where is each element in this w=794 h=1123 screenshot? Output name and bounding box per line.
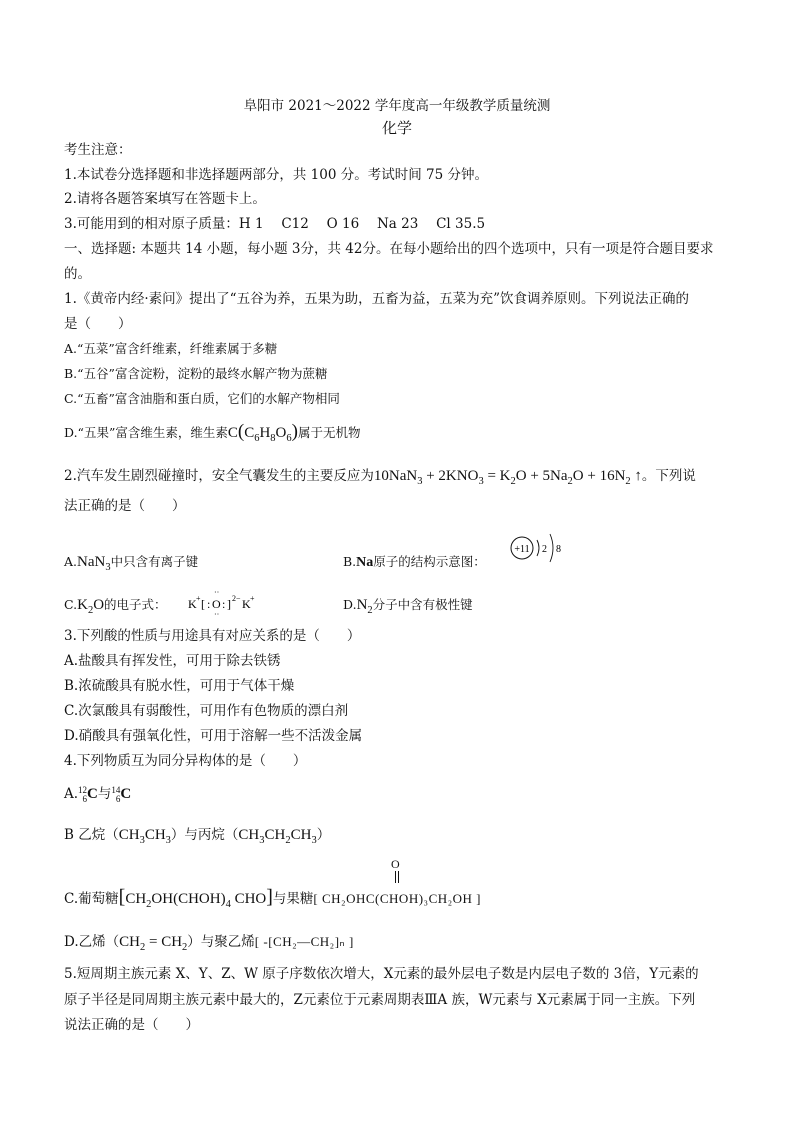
na-atom-structure-diagram (508, 530, 568, 566)
q3-option-d: D.硝酸具有强氧化性，可用于溶解一些不活泼金属 (64, 728, 363, 744)
q2-option-c-text: 的电子式： (104, 597, 167, 612)
notice-item-1: 1.本试卷分选择题和非选择题两部分，共 100 分。考试时间 75 分钟。 (64, 167, 488, 183)
q4-option-c-mid: 与果糖 (272, 891, 314, 907)
q1-option-b: B.“五谷”富含淀粉，淀粉的最终水解产物为蔗糖 (64, 366, 328, 381)
q2-stem-tail: 。下列说 (641, 468, 696, 484)
q1-option-c: C.“五畜”富含油脂和蛋白质，它们的水解产物相同 (64, 391, 340, 406)
q2-option-c-letter: C. (64, 597, 78, 612)
svg-text:8: 8 (556, 544, 561, 555)
q5-stem-line2: 原子半径是同周期主族元素中最大的，Z元素位于元素周期表ⅢA 族，W元素与 X元素属于同一主族。下列 (64, 992, 696, 1008)
q4-option-b (64, 826, 330, 850)
q2-stem-line1 (64, 467, 696, 491)
notice-heading: 考生注意： (64, 142, 132, 158)
svg-text:2−: 2− (232, 594, 241, 603)
svg-text:+11: +11 (514, 544, 530, 555)
svg-text:O: O (212, 597, 221, 611)
na-symbol: Na (356, 555, 374, 570)
q3-option-b: B.浓硫酸具有脱水性，可用于气体干燥 (64, 678, 295, 694)
q1-option-a: A.“五菜”富含纤维素，纤维素属于多糖 (64, 341, 278, 356)
q4-option-a-and: 与 (97, 786, 112, 802)
svg-text:+: + (250, 594, 255, 603)
q2-option-d (343, 596, 473, 620)
k2o-formula: $K_2O$ (77, 597, 105, 616)
q3-option-c: C.次氯酸具有弱酸性，可用作有色物质的漂白剂 (64, 703, 349, 719)
q2-option-d-letter: D. (343, 597, 357, 612)
q4-option-a-letter: A. (64, 786, 79, 802)
q2-option-a-letter: A. (64, 554, 78, 569)
notice-item-2: 2.请将各题答案填写在答题卡上。 (64, 191, 266, 207)
carbon-14-isotope: 14 6C (111, 784, 132, 804)
q4-option-a (64, 785, 131, 804)
q2-option-d-text: 分子中含有极性键 (372, 597, 473, 612)
section-heading-line2: 的。 (64, 266, 91, 282)
propane-formula: $CH_3CH_2CH_3$ (238, 827, 317, 846)
notice-item-3: 3.可能用到的相对原子质量：H 1 C12 O 16 Na 23 Cl 35.5 (64, 216, 486, 232)
q2-option-c (64, 596, 167, 620)
svg-text::: : (222, 597, 226, 611)
q4-option-b-text: B 乙烷（ (64, 827, 119, 843)
ethane-formula: $CH_3CH_3$ (118, 827, 171, 846)
svg-text:K: K (188, 597, 197, 611)
carbon-12-isotope: 12 6C (78, 784, 98, 804)
q4-option-b-tail: ） (316, 827, 331, 843)
q4-option-d-text: D.乙烯（ (64, 934, 120, 950)
q2-option-b-text: 原子的结构示意图： (373, 554, 486, 569)
svg-text:]: ] (227, 597, 231, 611)
subject-title: 化学 (381, 119, 412, 137)
svg-text:+: + (196, 594, 201, 603)
carbonyl-oxygen: O (391, 857, 400, 871)
q5-stem-line3: 说法正确的是（ ） (64, 1017, 199, 1033)
q2-stem-text: 2.汽车发生剧烈碰撞时，安全气囊发生的主要反应为 (64, 468, 374, 484)
svg-text:··: ·· (214, 610, 220, 619)
q2-stem-line2: 法正确的是（ ） (64, 498, 186, 514)
airbag-reaction-equation: $10NaN_3 + 2KNO_3 = K_2O + 5Na_2O + 16N_2$ ↑ (373, 468, 642, 487)
svg-text:K: K (242, 597, 251, 611)
q3-option-a: A.盐酸具有挥发性，可用于除去铁锈 (64, 653, 281, 669)
glucose-formula: [$CH_2OH(CHOH)_4$ CHO] (118, 886, 273, 910)
q1-option-d-tail: 属于无机物 (297, 425, 361, 440)
fructose-formula: [ CH₂OHC(CHOH)₃CH₂OH ] (313, 891, 482, 906)
q2-option-a-text: 中只含有离子键 (110, 554, 199, 569)
svg-text::: : (207, 597, 211, 611)
svg-text:[: [ (201, 597, 205, 611)
q4-option-c-text: C.葡萄糖 (64, 891, 119, 907)
n2-formula: $N_2$ (356, 597, 373, 616)
vitamin-c-formula: $C(C_6H_8O_6)$ (227, 421, 298, 444)
section-heading-line1: 一、选择题: 本题共 14 小题，每小题 3分，共 42分。在每小题给出的四个选项中，只有一项是符合题目要求 (64, 241, 714, 257)
svg-text:2: 2 (542, 544, 547, 555)
carbonyl-double-bond (395, 871, 399, 883)
ethylene-formula: $CH_2 = CH_2$ (119, 934, 188, 953)
q2-option-a (64, 553, 198, 577)
q5-stem-line1: 5.短周期主族元素 X、Y、Z、W 原子序数依次增大，X元素的最外层电子数是内层电子数的 3倍，Y元素的 (64, 966, 699, 982)
polyethylene-formula: [ -[CH₂—CH₂]ₙ ] (254, 934, 354, 949)
svg-text:··: ·· (214, 588, 220, 597)
nan3-formula: NaN$_3$ (77, 554, 111, 573)
q4-option-d-mid: ）与聚乙烯 (187, 934, 255, 950)
q4-option-c (64, 888, 481, 914)
q1-option-d-text: D.“五果”富含维生素，维生素 (64, 425, 228, 440)
q1-option-d (64, 423, 360, 448)
q1-stem-line1: 1.《黄帝内经·素问》提出了“五谷为养，五果为助，五畜为益，五菜为充”饮食调养原则。下列说法正确的 (64, 291, 689, 307)
q3-stem: 3.下列酸的性质与用途具有对应关系的是（ ） (64, 628, 361, 644)
q2-option-b-letter: B. (343, 554, 357, 569)
q4-stem: 4.下列物质互为同分异构体的是（ ） (64, 753, 307, 769)
q1-stem-line2: 是（ ） (64, 316, 132, 332)
k2o-electron-formula (188, 586, 278, 620)
exam-title: 阜阳市 2021～2022 学年度高一年级教学质量统测 (243, 98, 551, 114)
q4-option-d (64, 933, 354, 957)
q4-option-b-mid: ）与丙烷（ (170, 827, 239, 843)
q2-option-b (343, 553, 486, 572)
